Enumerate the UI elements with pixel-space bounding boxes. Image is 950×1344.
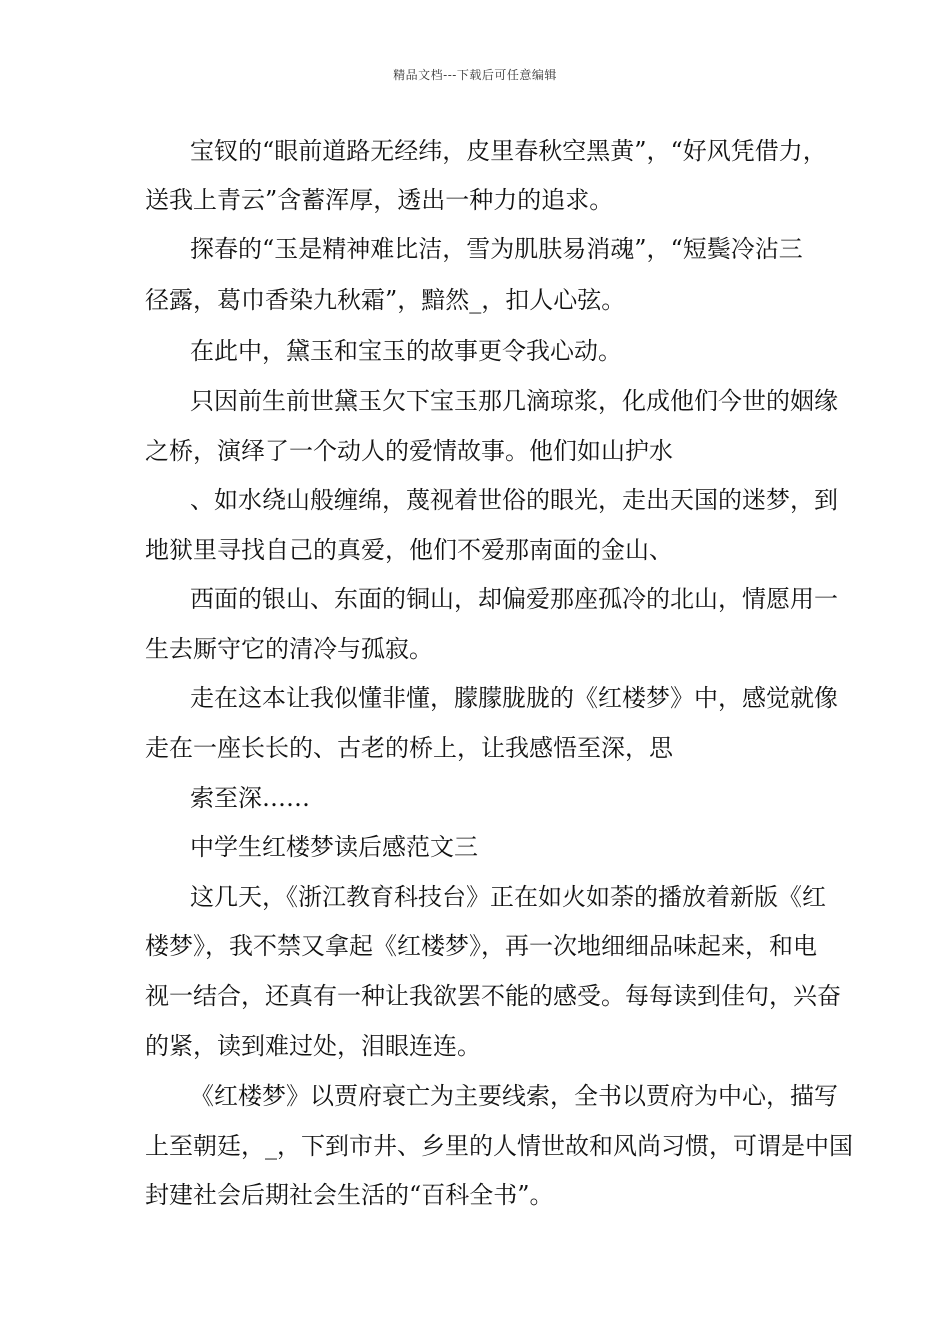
text-line: 送我上青云”含蓄浑厚，透出一种力的追求。 — [145, 186, 614, 214]
text-line: 这几天，《浙江教育科技台》正在如火如荼的播放着新版《红 — [190, 883, 826, 911]
text-line: 宝钗的“眼前道路无经纬，皮里春秋空黑黄”，“好风凭借力， — [190, 137, 827, 165]
section-heading: 中学生红楼梦读后感范文三 — [190, 833, 478, 861]
text-line: 、如水绕山般缠绵，蔑视着世俗的眼光，走出天国的迷梦，到 — [190, 486, 838, 514]
text-line: 之桥，演绎了一个动人的爱情故事。他们如山护水 — [145, 437, 673, 465]
text-line: 生去厮守它的清冷与孤寂。 — [145, 635, 433, 663]
text-line: 在此中，黛玉和宝玉的故事更令我心动。 — [190, 337, 622, 365]
text-line: 封建社会后期社会生活的“百科全书”。 — [145, 1181, 554, 1209]
text-line: 径露，葛巾香染九秋霜”，黯然_，扣人心弦。 — [145, 286, 626, 314]
text-line: 上至朝廷，_，下到市井、乡里的人情世故和风尚习惯，可谓是中国 — [145, 1132, 853, 1160]
text-line: 视一结合，还真有一种让我欲罢不能的感受。每每读到佳句，兴奋 — [145, 982, 841, 1010]
text-line: 楼梦》，我不禁又拿起《红楼梦》，再一次地细细品味起来，和电 — [145, 932, 817, 960]
text-line: 走在一座长长的、古老的桥上，让我感悟至深，思 — [145, 734, 673, 762]
text-line: 的紧，读到难过处，泪眼连连。 — [145, 1032, 481, 1060]
page-header: 精品文档---下载后可任意编辑 — [393, 68, 557, 82]
text-line: 索至深…… — [190, 784, 310, 812]
text-line: 走在这本让我似懂非懂，朦朦胧胧的《红楼梦》中，感觉就像 — [190, 684, 838, 712]
text-line: 地狱里寻找自己的真爱，他们不爱那南面的金山、 — [145, 536, 673, 564]
text-line: 西面的银山、东面的铜山，却偏爱那座孤冷的北山，情愿用一 — [190, 585, 838, 613]
text-line: 探春的“玉是精神难比洁，雪为肌肤易消魂”，“短鬓冷沾三 — [190, 235, 803, 263]
text-line: 《红楼梦》以贾府衰亡为主要线索，全书以贾府为中心，描写 — [190, 1082, 838, 1110]
text-line: 只因前生前世黛玉欠下宝玉那几滴琼浆，化成他们今世的姻缘 — [190, 387, 838, 415]
